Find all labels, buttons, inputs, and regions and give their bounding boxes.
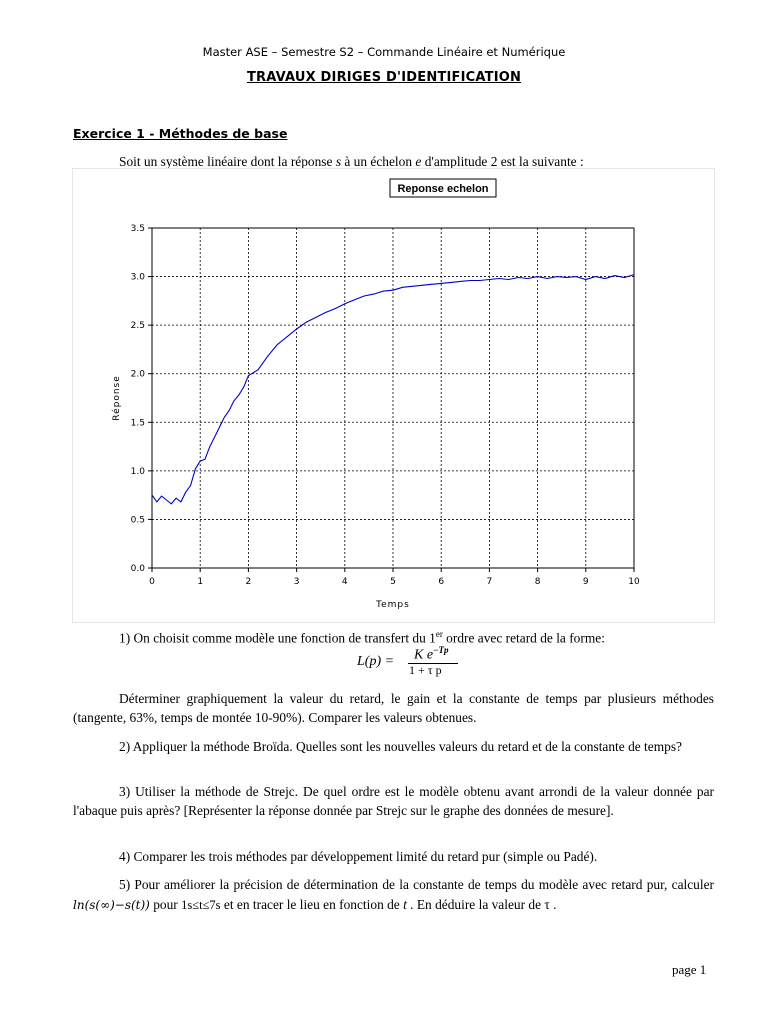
x-axis-label: Temps — [376, 600, 410, 610]
intro-text-2: à un échelon — [341, 154, 416, 169]
y-tick-label: 3.0 — [130, 272, 145, 283]
page-number: page 1 — [672, 962, 707, 977]
x-tick-label: 1 — [197, 577, 204, 587]
y-tick-label: 2.0 — [130, 369, 145, 380]
formula-exponent: −Tp — [433, 645, 449, 655]
x-tick-label: 4 — [341, 577, 348, 587]
x-tick-label: 8 — [534, 577, 541, 587]
formula-lhs: L(p) = — [357, 654, 395, 669]
y-tick-label: 0.0 — [130, 564, 145, 574]
q1-text-b: ordre avec retard de la forme: — [442, 630, 605, 646]
intro-text-3: d'amplitude 2 est la suivante : — [421, 154, 584, 169]
y-tick-label: 1.5 — [130, 418, 145, 429]
x-tick-label: 6 — [438, 577, 445, 587]
chart-title-box — [390, 179, 496, 197]
x-tick-label: 5 — [390, 577, 396, 587]
chart-frame — [73, 169, 715, 623]
x-tick-label: 0 — [149, 577, 155, 587]
chart-svg — [72, 168, 715, 623]
q5-range: 1s≤t≤7s — [181, 898, 221, 912]
formula-denominator: 1 + τ p — [409, 663, 442, 677]
x-tick-label: 3 — [293, 577, 300, 587]
q5-text-e: . — [549, 897, 557, 912]
x-tick-label: 2 — [245, 577, 252, 587]
intro-var-s: s — [335, 154, 342, 169]
intro-text-1: Soit un système linéaire dont la réponse — [119, 154, 336, 169]
y-tick-label: 1.0 — [130, 466, 145, 477]
question-1-text: Déterminer graphiquement la valeur du retard, le gain et la constante de temps par plusieurs méthodes (tangente, 63%, temps de montée 10-90%). Comparer les valeurs obtenues. — [73, 691, 714, 725]
y-tick-label: 0.5 — [130, 515, 145, 526]
question-4: 4) Comparer les trois méthodes par développement limité du retard pur (simple ou Padé). — [119, 849, 598, 864]
intro-var-e: e — [415, 154, 422, 169]
document-title: TRAVAUX DIRIGES D'IDENTIFICATION — [246, 70, 522, 85]
x-tick-label: 10 — [628, 577, 640, 587]
formula-numerator — [414, 645, 449, 664]
y-tick-label: 2.5 — [130, 321, 145, 332]
x-tick-label: 9 — [582, 577, 589, 587]
question-5 — [73, 875, 714, 915]
question-3: 3) Utiliser la méthode de Strejc. De quel ordre est le modèle obtenu avant arrondi de la valeur donnée par l'abaque puis après? [Représenter la réponse donnée par Strejc sur le graphe des données de mesure]. — [73, 784, 714, 818]
q1-text-a: 1) On choisit comme modèle une fonction de transfert du 1 — [119, 630, 436, 646]
course-header: Master ASE – Semestre S2 – Commande Linéaire et Numérique — [202, 45, 566, 59]
exercise-heading: Exercice 1 - Méthodes de base — [73, 126, 288, 141]
x-tick-label: 7 — [486, 577, 493, 587]
q5-expression: ln(s(∞)−s(t)) — [73, 898, 150, 912]
q1-superscript: er — [435, 629, 443, 639]
formula-num-k: K e — [414, 647, 434, 663]
q5-text-c: et en tracer le lieu en fonction de — [220, 897, 404, 912]
chart-title: Reponse echelon — [397, 183, 489, 195]
question-2: 2) Appliquer la méthode Broïda. Quelles sont les nouvelles valeurs du retard et de la constante de temps? — [119, 739, 682, 754]
q5-text-d: . En déduire la valeur de — [406, 897, 545, 912]
q5-var-tau: τ — [544, 897, 550, 912]
q5-text-a: 5) Pour améliorer la précision de détermination de la constante de temps du modèle avec retard pur, calculer — [119, 877, 714, 892]
q5-var-t: t — [403, 897, 407, 912]
step-response-chart — [72, 168, 715, 623]
y-tick-label: 3.5 — [130, 224, 145, 234]
y-axis-label: Réponse — [112, 375, 122, 421]
q5-text-b: pour — [149, 897, 182, 912]
